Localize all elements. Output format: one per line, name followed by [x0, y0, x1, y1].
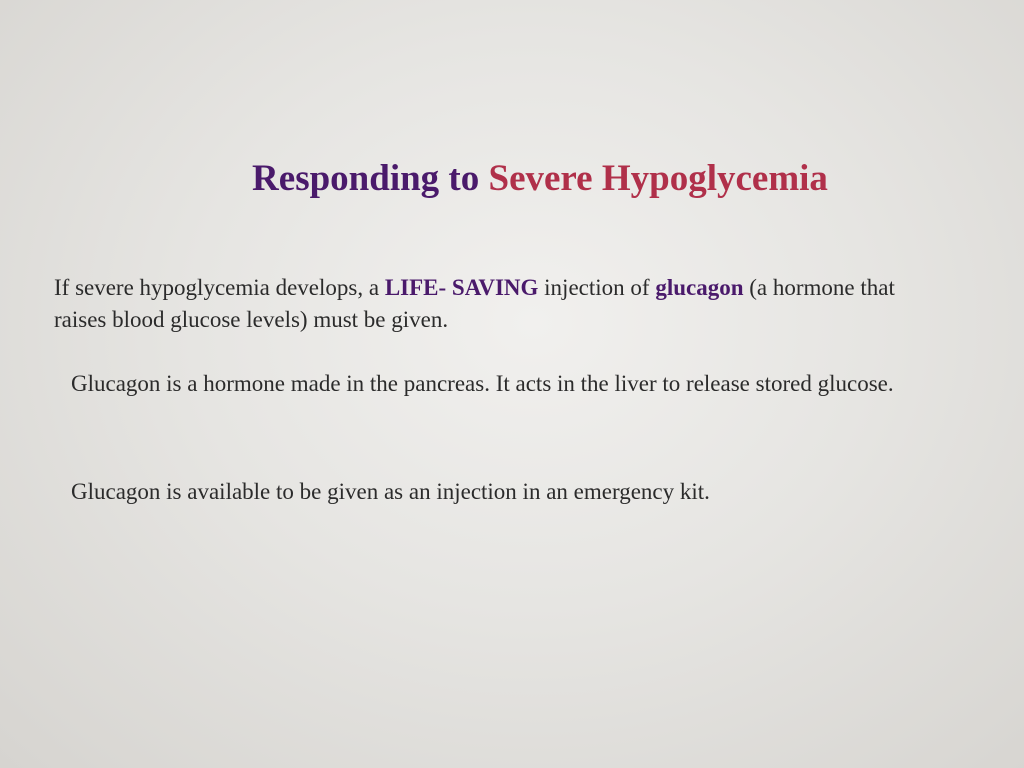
- slide-title: [0, 156, 1024, 202]
- paragraph-glucagon-kit: Glucagon is available to be given as an injection in an emergency kit.: [71, 479, 710, 504]
- paragraph1-text-before: If severe hypoglycemia develops, a: [54, 275, 380, 300]
- life-saving-emphasis: LIFE- SAVING: [384, 275, 539, 300]
- title-part-severe-hypoglycemia: Severe Hypoglycemia: [488, 158, 828, 199]
- paragraph1-text-after: (a hormone that raises blood glucose levels) must be given.: [54, 275, 895, 332]
- paragraph-glucagon-hormone: Glucagon is a hormone made in the pancreas. It acts in the liver to release stored glucose.: [71, 371, 894, 396]
- glucagon-emphasis: glucagon: [655, 275, 744, 300]
- paragraph-life-saving: [54, 272, 934, 336]
- title-part-responding: Responding to: [252, 158, 480, 199]
- paragraph1-text-middle: injection of: [544, 275, 650, 300]
